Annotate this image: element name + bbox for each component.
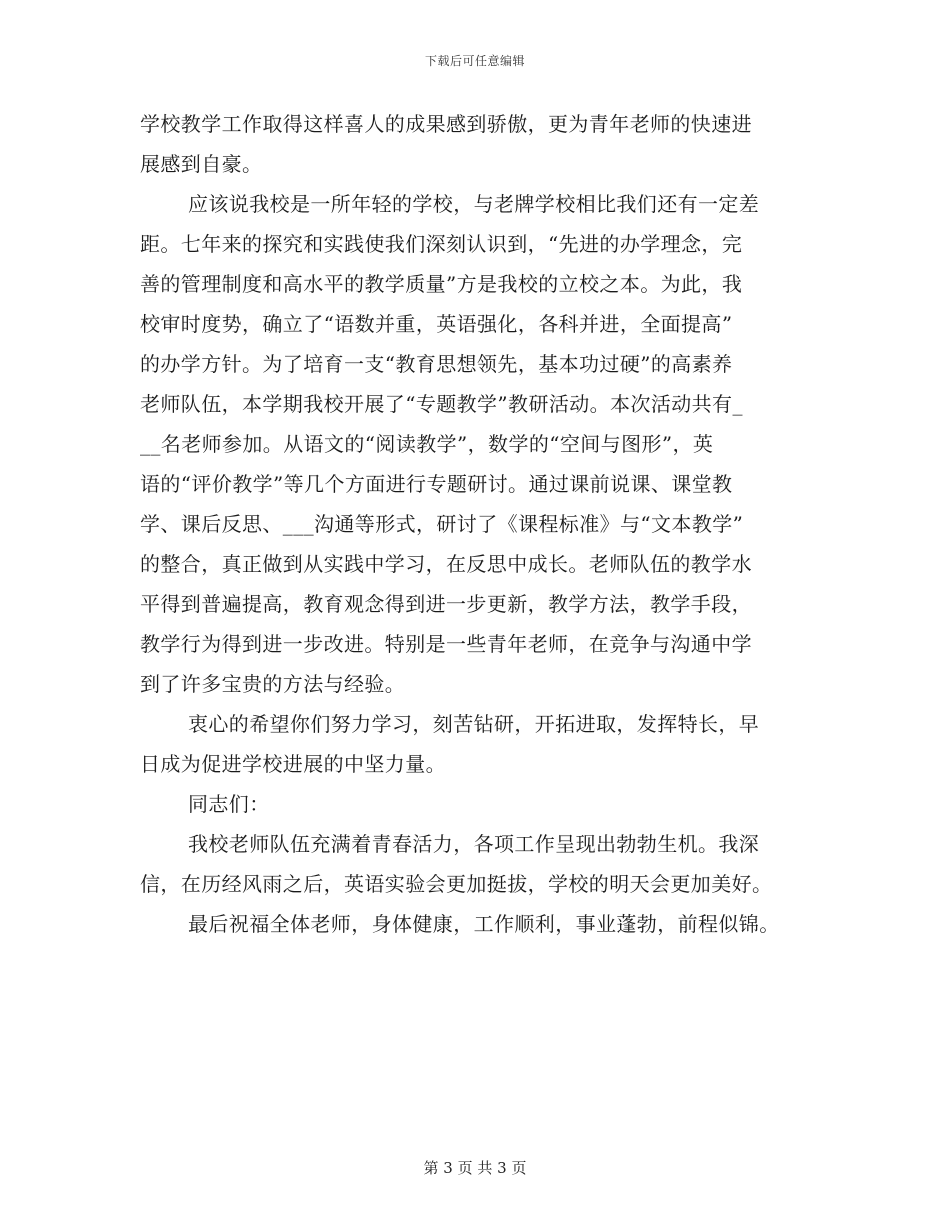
text-line: 到了许多宝贵的方法与经验。 [140, 672, 406, 696]
text-line: 平得到普遍提高，教育观念得到进一步更新，教学方法，教学手段， [140, 592, 752, 616]
document-body [140, 104, 820, 944]
closing-line: 最后祝福全体老师，身体健康，工作顺利，事业蓬勃，前程似锦。 [188, 912, 780, 936]
page-header-note: 下载后可任意编辑 [424, 54, 525, 68]
text-line: 教学行为得到进一步改进。特别是一些青年老师，在竞争与沟通中学 [140, 632, 752, 656]
text-line: 学、课后反思、___沟通等形式，研讨了《课程标准》与“文本教学” [140, 512, 744, 536]
text-line: 的整合，真正做到从实践中学习，在反思中成长。老师队伍的教学水 [140, 552, 752, 576]
text-line: 校审时度势，确立了“语数并重，英语强化，各科并进，全面提高” [140, 312, 733, 336]
text-line: 日成为促进学校进展的中坚力量。 [140, 752, 446, 776]
page-number: 第 3 页 共 3 页 [423, 1159, 527, 1177]
text-line: 距。七年来的探究和实践使我们深刻认识到，“先进的办学理念，完 [140, 232, 743, 256]
text-line: 善的管理制度和高水平的教学质量”方是我校的立校之本。为此，我 [140, 272, 743, 296]
text-line: 老师队伍，本学期我校开展了“专题教学”教研活动。本次活动共有_ [140, 392, 743, 416]
text-line: __名老师参加。从语文的“阅读教学”，数学的“空间与图形”，英 [140, 432, 714, 456]
text-line: 语的“评价教学”等几个方面进行专题研讨。通过课前说课、课堂教 [140, 472, 733, 496]
text-line: 展感到自豪。 [140, 152, 263, 176]
salutation-line: 同志们： [188, 792, 270, 816]
text-line: 的办学方针。为了培育一支“教育思想领先，基本功过硬”的高素养 [140, 352, 733, 376]
text-line: 信，在历经风雨之后，英语实验会更加挺拔，学校的明天会更加美好。 [140, 872, 773, 896]
paragraph-start-line: 应该说我校是一所年轻的学校，与老牌学校相比我们还有一定差 [188, 192, 760, 216]
paragraph-start-line: 衷心的希望你们努力学习，刻苦钻研，开拓进取，发挥特长，早 [188, 712, 760, 736]
text-line: 学校教学工作取得这样喜人的成果感到骄傲，更为青年老师的快速进 [140, 112, 752, 136]
paragraph-start-line: 我校老师队伍充满着青春活力，各项工作呈现出勃勃生机。我深 [188, 832, 760, 856]
